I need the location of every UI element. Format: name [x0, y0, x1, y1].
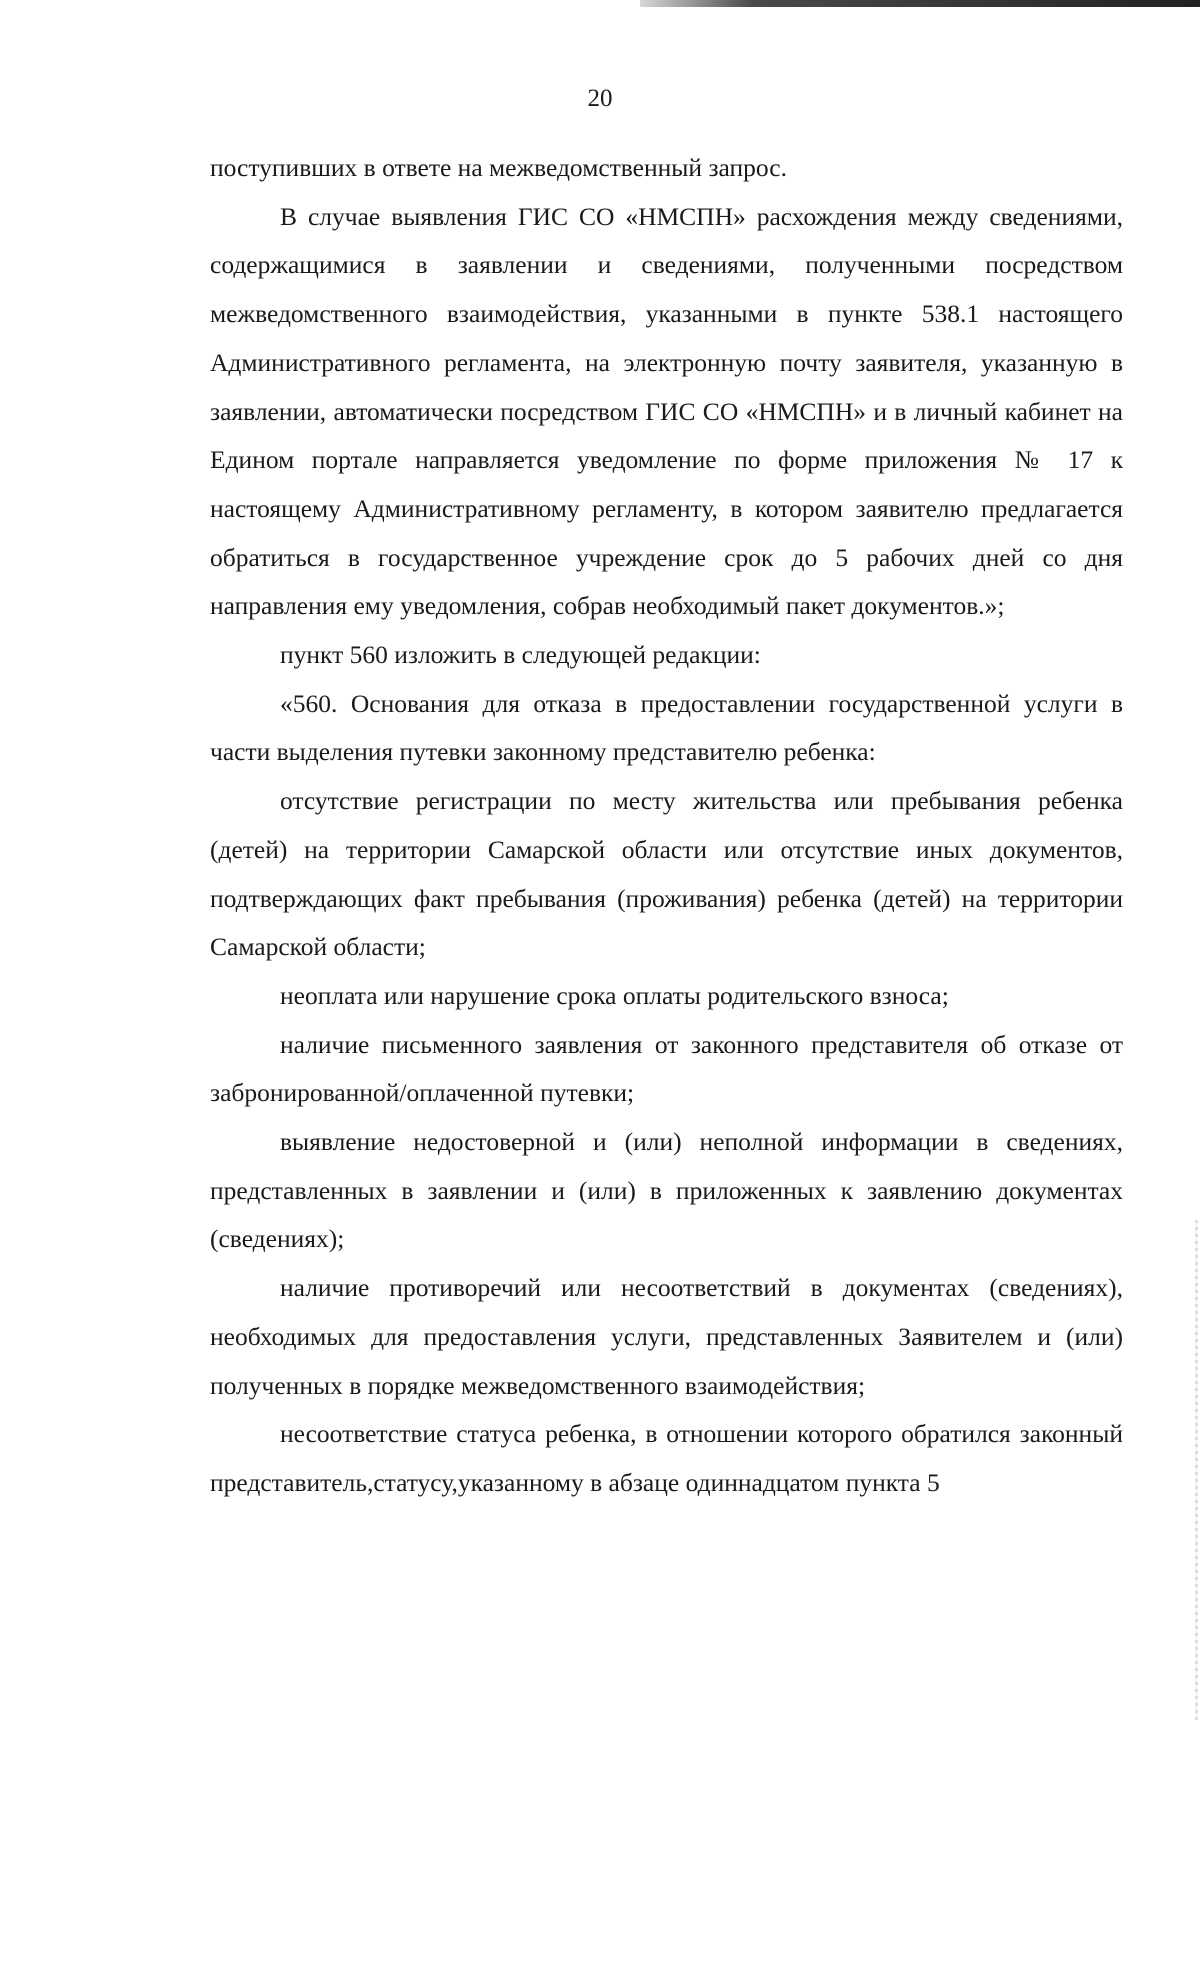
scan-edge-top — [640, 0, 1200, 7]
paragraph-continuation: поступивших в ответе на межведомственный запрос. — [210, 153, 787, 182]
paragraph-reason-status: несоответствие статуса ребенка, в отношении которого обратился законный представитель,статусу,указанному в абзаце одиннадцатом пункта 5 — [210, 1419, 1123, 1497]
paragraph-reason-unreliable-info: выявление недостоверной и (или) неполной информации в сведениях, представленных в заявлении и (или) в приложенных к заявлению документах (сведениях); — [210, 1127, 1123, 1254]
paragraph-reason-registration: отсутствие регистрации по месту жительства или пребывания ребенка (детей) на территории Самарской области или отсутствие иных документов, подтверждающих факт пребывания (проживания) ребенка (детей) на территории Самарской области; — [210, 786, 1123, 962]
scan-edge-right — [1195, 1220, 1198, 1720]
document-body — [210, 144, 1123, 1508]
paragraph-item-560-heading: «560. Основания для отказа в предоставлении государственной услуги в части выделения путевки законному представителю ребенка: — [210, 688, 1123, 767]
paragraph-reason-contradictions: наличие противоречий или несоответствий в документах (сведениях), необходимых для предоставления услуги, представленных Заявителем и (или) полученных в порядке межведомственного взаимодействия; — [210, 1273, 1123, 1400]
paragraph-gis-discrepancy: В случае выявления ГИС СО «НМСПН» расхождения между сведениями, содержащимися в заявлении и сведениями, полученными посредством межведомственного взаимодействия, указанными в пункте 538.1 настоящего Административного регламента, на электронную почту заявителя, указанную в заявлении, автоматически посредством ГИС СО «НМСПН» и в личный кабинет на Едином портале направляется уведомление по форме приложения № 17 к настоящему Административному регламенту, в котором заявителю предлагается обратиться в государственное учреждение срок до 5 рабочих дней со дня направления ему уведомления, собрав необходимый пакет документов.»; — [210, 201, 1123, 621]
page-number: 20 — [587, 85, 613, 112]
paragraph-reason-refusal: наличие письменного заявления от законного представителя об отказе от забронированной/оплаченной путевки; — [210, 1029, 1123, 1108]
paragraph-item-560-instruction: пункт 560 изложить в следующей редакции: — [280, 640, 761, 670]
paragraph-reason-payment: неоплата или нарушение срока оплаты родительского взноса; — [280, 980, 949, 1010]
